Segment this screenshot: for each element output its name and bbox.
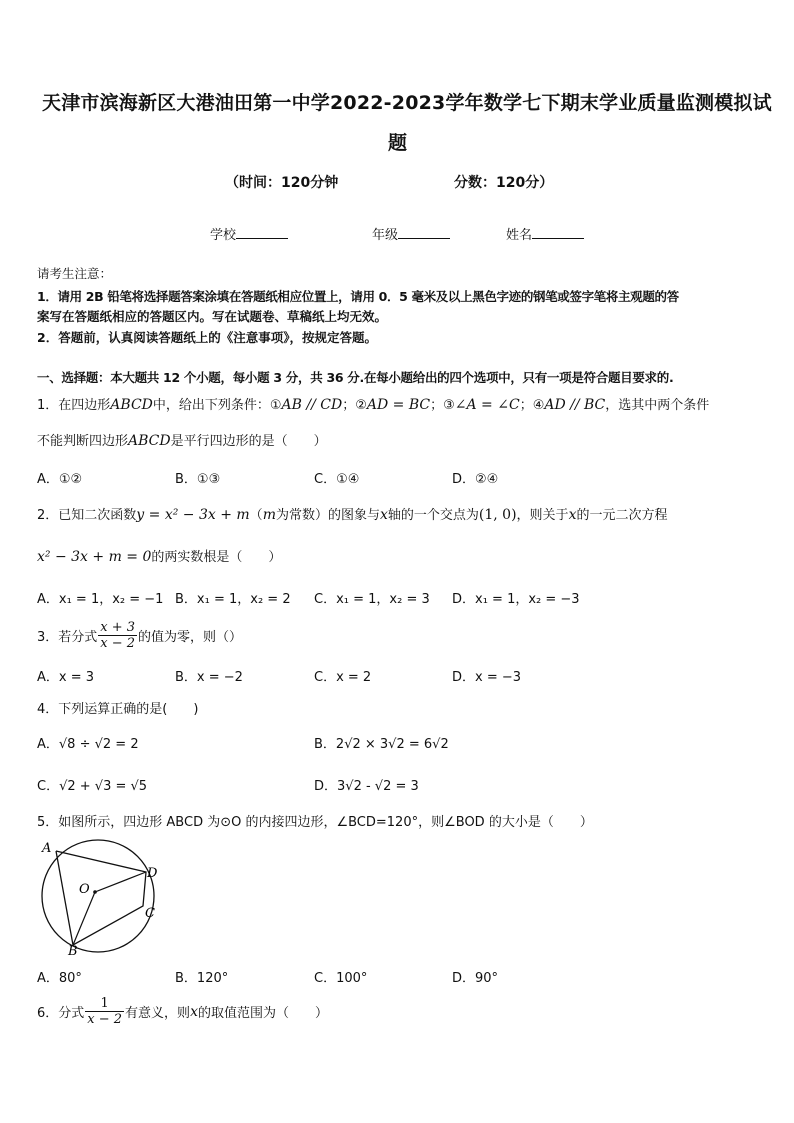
q1-sep2: ；② bbox=[342, 398, 367, 413]
q2-func: y = x² − 3x + m bbox=[136, 507, 250, 523]
label-a: A bbox=[42, 841, 52, 856]
q2-option-a[interactable]: A．x₁ = 1，x₂ = −1 bbox=[37, 592, 164, 607]
question-6 bbox=[37, 996, 328, 1027]
q2-point: (1, 0) bbox=[478, 507, 517, 523]
notice-line-1: 1．请用 2B 铅笔将选择题答案涂填在答题纸相应位置上，请用 0．5 毫米及以上黑色字迹的钢笔或签字笔将主观题的答 bbox=[37, 289, 679, 304]
segment-od bbox=[95, 872, 146, 892]
q3-option-d[interactable]: D．x = −3 bbox=[452, 670, 522, 685]
q4-option-c[interactable]: C．√2 + √3 = √5 bbox=[37, 779, 148, 794]
label-d: D bbox=[147, 866, 158, 881]
q4-option-a[interactable]: A．√8 ÷ √2 = 2 bbox=[37, 737, 139, 752]
q3-b: 的值为零，则（） bbox=[138, 630, 243, 645]
q1-option-b[interactable]: B．①③ bbox=[175, 472, 221, 487]
q1-option-a[interactable]: A．①② bbox=[37, 472, 83, 487]
q2-option-d[interactable]: D．x₁ = 1，x₂ = −3 bbox=[452, 592, 580, 607]
q2-m: m bbox=[262, 507, 276, 523]
q5-option-c[interactable]: C．100° bbox=[314, 971, 368, 986]
label-c: C bbox=[145, 906, 155, 921]
q1-quad: ABCD bbox=[110, 397, 153, 413]
question-5: 5．如图所示，四边形 ABCD 为⊙O 的内接四边形，∠BCD=120°，则∠BOD 的大小是（ ） bbox=[37, 815, 593, 830]
name-field bbox=[506, 224, 584, 243]
q5-option-a[interactable]: A．80° bbox=[37, 971, 82, 986]
q1-cond2: AD = BC bbox=[366, 397, 431, 413]
section-heading: 一、选择题：本大题共 12 个小题，每小题 3 分，共 36 分.在每小题给出的四个选项中，只有一项是符合题目要求的. bbox=[37, 370, 674, 385]
q1-tail: ，选其中两个条件 bbox=[605, 398, 710, 413]
q2-e: ，则关于 bbox=[516, 508, 569, 523]
notice-line-1b: 案写在答题纸相应的答题区内。写在试题卷、草稿纸上均无效。 bbox=[37, 309, 388, 324]
q1-intro: 1．在四边形 bbox=[37, 398, 111, 413]
grade-label: 年级 bbox=[372, 228, 399, 243]
q5-circle-figure bbox=[34, 836, 174, 956]
q2-option-b[interactable]: B．x₁ = 1，x₂ = 2 bbox=[175, 592, 291, 607]
exam-title: 天津市滨海新区大港油田第一中学2022-2023学年数学七下期末学业质量监测模拟试 bbox=[42, 92, 772, 114]
q1-mid: 中，给出下列条件：① bbox=[152, 398, 282, 413]
grade-field bbox=[372, 224, 450, 243]
notice-heading: 请考生注意： bbox=[37, 266, 113, 281]
q2-b: （ bbox=[249, 508, 263, 523]
exam-score: 分数：120分） bbox=[454, 175, 554, 191]
q2-option-c[interactable]: C．x₁ = 1，x₂ = 3 bbox=[314, 592, 430, 607]
circle-o bbox=[42, 840, 154, 952]
name-blank bbox=[532, 226, 584, 239]
q2-g: 的两实数根是（ ） bbox=[151, 550, 282, 565]
q6-c: 的取值范围为（ ） bbox=[197, 1006, 328, 1021]
center-point bbox=[93, 890, 97, 894]
exam-title-cont: 题 bbox=[388, 132, 408, 154]
q6-x: x bbox=[190, 1003, 198, 1020]
notice-line-2: 2．答题前，认真阅读答题纸上的《注意事项》，按规定答题。 bbox=[37, 330, 377, 345]
q1-line2b: ABCD bbox=[128, 433, 171, 449]
label-b: B bbox=[68, 944, 78, 956]
q1-sep3: ；③ bbox=[430, 398, 455, 413]
q1-sep4: ；④ bbox=[519, 398, 545, 413]
q6-denominator: x − 2 bbox=[87, 1012, 123, 1027]
q5-option-d[interactable]: D．90° bbox=[452, 971, 499, 986]
q3-numerator: x + 3 bbox=[100, 620, 136, 635]
question-3 bbox=[37, 620, 242, 651]
q3-option-c[interactable]: C．x = 2 bbox=[314, 670, 372, 685]
q2-d: 轴的一个交点为 bbox=[387, 508, 479, 523]
q1-line2a: 不能判断四边形 bbox=[37, 434, 129, 449]
q3-option-a[interactable]: A．x = 3 bbox=[37, 670, 95, 685]
school-blank bbox=[236, 226, 288, 239]
q3-fraction bbox=[98, 620, 137, 651]
q3-denominator: x − 2 bbox=[100, 636, 136, 651]
q5-option-b[interactable]: B．120° bbox=[175, 971, 229, 986]
q2-a: 2．已知二次函数 bbox=[37, 508, 137, 523]
q3-a: 3．若分式 bbox=[37, 630, 98, 645]
question-2-line2 bbox=[37, 546, 281, 565]
q2-equation: x² − 3x + m = 0 bbox=[37, 549, 152, 565]
grade-blank bbox=[398, 226, 450, 239]
q1-cond1: AB // CD bbox=[281, 397, 343, 413]
q1-option-d[interactable]: D．②④ bbox=[452, 472, 499, 487]
q1-option-c[interactable]: C．①④ bbox=[314, 472, 360, 487]
exam-time: （时间：120分钟 bbox=[225, 175, 339, 191]
q2-x2: x bbox=[568, 507, 577, 523]
q4-option-b[interactable]: B．2√2 × 3√2 = 6√2 bbox=[314, 737, 449, 752]
school-label: 学校 bbox=[210, 228, 237, 243]
question-1-line1 bbox=[37, 394, 709, 413]
name-label: 姓名 bbox=[506, 228, 533, 243]
school-field bbox=[210, 224, 288, 243]
q4-option-d[interactable]: D．3√2 - √2 = 3 bbox=[314, 779, 419, 794]
label-o: O bbox=[79, 882, 90, 897]
question-4: 4．下列运算正确的是( ) bbox=[37, 702, 199, 717]
question-2-line1 bbox=[37, 504, 667, 523]
q6-a: 6．分式 bbox=[37, 1006, 85, 1021]
quadrilateral-abcd bbox=[56, 851, 146, 945]
q6-fraction bbox=[85, 996, 124, 1027]
question-1-line2 bbox=[37, 430, 327, 449]
q6-numerator: 1 bbox=[100, 996, 109, 1011]
q1-line2c: 是平行四边形的是（ ） bbox=[170, 434, 327, 449]
q3-option-b[interactable]: B．x = −2 bbox=[175, 670, 243, 685]
q2-x: x bbox=[379, 507, 388, 523]
segment-ob bbox=[73, 892, 95, 945]
q6-b: 有意义，则 bbox=[125, 1006, 191, 1021]
q1-cond3: ∠A = ∠C bbox=[454, 397, 520, 413]
q2-c: 为常数）的图象与 bbox=[275, 508, 380, 523]
q2-f: 的一元二次方程 bbox=[576, 508, 668, 523]
q1-cond4: AD // BC bbox=[544, 397, 606, 413]
